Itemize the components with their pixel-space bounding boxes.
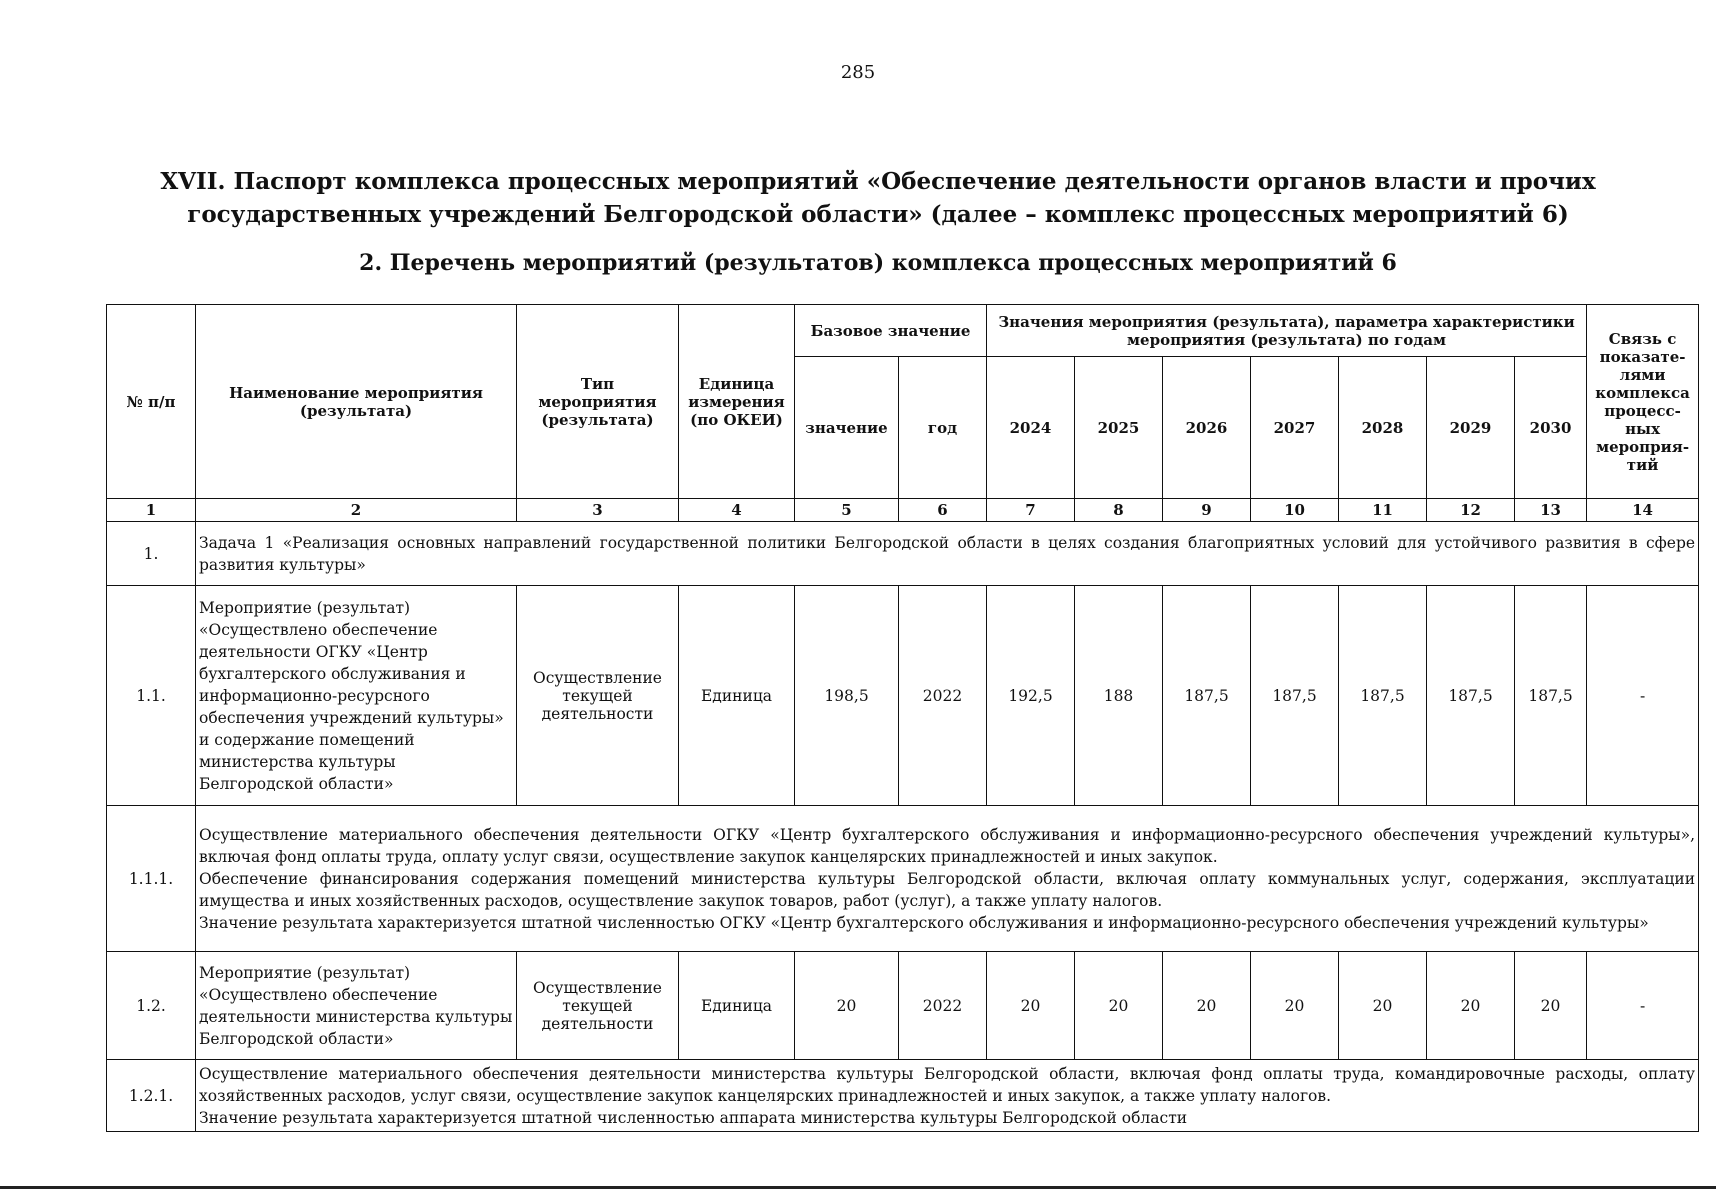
header-num: № п/п [107,305,196,499]
header-year-2026: 2026 [1163,357,1251,499]
activities-table [106,304,1699,1132]
row-num: 1.1.1. [107,806,196,952]
col-number: 5 [795,499,899,522]
row-num: 1.1. [107,586,196,806]
table-row-1-2-1 [107,1060,1699,1132]
value-2030: 20 [1515,952,1587,1060]
activity-name: Мероприятие (результат) «Осуществлено обеспечение деятельности министерства культуры Белгородской области» [196,952,517,1060]
row-num: 1.2.1. [107,1060,196,1132]
page-title [120,165,1636,231]
table-row-task-1 [107,522,1699,586]
col-number: 3 [517,499,679,522]
description-paragraph: Значение результата характеризуется штатной численностью ОГКУ «Центр бухгалтерского обслуживания и информационно-ресурсного обеспечения учреждений культуры» [199,913,1649,932]
value-2025: 20 [1075,952,1163,1060]
row-num: 1. [107,522,196,586]
header-base: Базовое значение [795,305,987,357]
description-paragraph: Осуществление материального обеспечения деятельности ОГКУ «Центр бухгалтерского обслуживания и информационно-ресурсного обеспечения учреждений культуры», включая фонд оплаты труда, оплату услуг связи, осуществление закупок канцелярских принадлежностей и иных закупок. [199,825,1696,866]
base-year: 2022 [899,586,987,806]
value-2028: 187,5 [1339,586,1427,806]
table-row-1-1-1 [107,806,1699,952]
header-year-2030: 2030 [1515,357,1587,499]
header-year-2024: 2024 [987,357,1075,499]
col-number: 11 [1339,499,1427,522]
activity-unit: Единица [679,952,795,1060]
value-2027: 20 [1251,952,1339,1060]
col-number: 7 [987,499,1075,522]
base-value: 20 [795,952,899,1060]
section-subtitle: 2. Перечень мероприятий (результатов) комплекса процессных мероприятий 6 [359,250,1397,276]
task-text: Задача 1 «Реализация основных направлений государственной политики Белгородской области в целях создания благоприятных условий для устойчивого развития в сфере развития культуры» [196,522,1699,586]
header-base-year: год [899,357,987,499]
value-2029: 187,5 [1427,586,1515,806]
value-2026: 187,5 [1163,586,1251,806]
value-2024: 192,5 [987,586,1075,806]
page-bottom-rule [0,1186,1716,1189]
col-number: 9 [1163,499,1251,522]
header-year-2025: 2025 [1075,357,1163,499]
header-year-2027: 2027 [1251,357,1339,499]
col-number: 8 [1075,499,1163,522]
description-cell [196,1060,1699,1132]
header-year-2029: 2029 [1427,357,1515,499]
header-unit: Единица измерения (по ОКЕИ) [679,305,795,499]
value-2028: 20 [1339,952,1427,1060]
value-2029: 20 [1427,952,1515,1060]
col-number: 1 [107,499,196,522]
link-indicator: - [1587,586,1699,806]
col-number: 14 [1587,499,1699,522]
header-type: Тип мероприятия (результата) [517,305,679,499]
activity-name: Мероприятие (результат) «Осуществлено обеспечение деятельности ОГКУ «Центр бухгалтерского обслуживания и информационно-ресурсного обеспечения учреждений культуры» и содержание помещений министерства культуры Белгородской области» [196,586,517,806]
link-indicator: - [1587,952,1699,1060]
value-2027: 187,5 [1251,586,1339,806]
col-number: 6 [899,499,987,522]
value-2025: 188 [1075,586,1163,806]
header-name: Наименование мероприятия (результата) [196,305,517,499]
header-base-value: значение [795,357,899,499]
col-number: 12 [1427,499,1515,522]
header-link: Связь с показате-лями комплекса процесс-ных мероприя-тий [1587,305,1699,499]
table-row-1-1 [107,586,1699,806]
value-2026: 20 [1163,952,1251,1060]
description-paragraph: Значение результата характеризуется штатной численностью аппарата министерства культуры Белгородской области [199,1108,1188,1127]
value-2024: 20 [987,952,1075,1060]
col-number: 4 [679,499,795,522]
base-year: 2022 [899,952,987,1060]
col-number: 13 [1515,499,1587,522]
title-line-2: государственных учреждений Белгородской области» (далее – комплекс процессных мероприятий 6) [187,201,1569,228]
column-numbers-row [107,499,1699,522]
header-values: Значения мероприятия (результата), параметра характеристики мероприятия (результата) по годам [987,305,1587,357]
header-year-2028: 2028 [1339,357,1427,499]
description-cell [196,806,1699,952]
col-number: 10 [1251,499,1339,522]
activity-unit: Единица [679,586,795,806]
value-2030: 187,5 [1515,586,1587,806]
row-num: 1.2. [107,952,196,1060]
description-paragraph: Осуществление материального обеспечения деятельности министерства культуры Белгородской области, включая фонд оплаты труда, командировочные расходы, оплату хозяйственных расходов, услуг связи, осуществление закупок канцелярских принадлежностей и иных закупок, а также уплату налогов. [199,1064,1696,1105]
base-value: 198,5 [795,586,899,806]
page-number: 285 [840,62,876,83]
title-line-1: XVII. Паспорт комплекса процессных мероприятий «Обеспечение деятельности органов власти и прочих [160,168,1596,195]
activity-type: Осуществление текущей деятельности [517,586,679,806]
activity-type: Осуществление текущей деятельности [517,952,679,1060]
description-paragraph: Обеспечение финансирования содержания помещений министерства культуры Белгородской области, включая оплату коммунальных услуг, содержания, эксплуатации имущества и иных хозяйственных расходов, осуществление закупок товаров, работ (услуг), а также уплату налогов. [199,869,1696,910]
col-number: 2 [196,499,517,522]
table-row-1-2 [107,952,1699,1060]
